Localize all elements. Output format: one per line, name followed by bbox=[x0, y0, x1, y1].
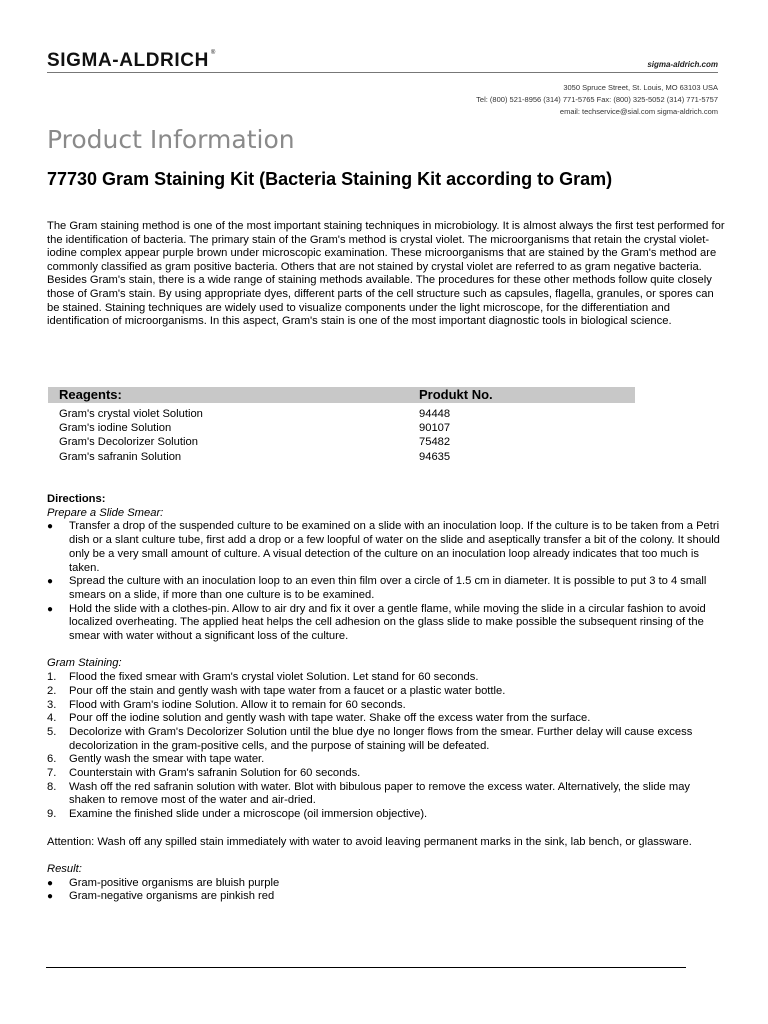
list-item-text: Spread the culture with an inoculation loop to an even thin film over a circle of 1.5 cm in diameter. It is possible to put 3 to 4 small smears on a slide, if more than one culture is to be examined. bbox=[69, 575, 707, 601]
smear-subheading: Prepare a Slide Smear: bbox=[47, 506, 164, 519]
step-number: 6. bbox=[47, 753, 57, 766]
reagent-name: Gram's iodine Solution bbox=[59, 422, 172, 434]
list-item bbox=[47, 671, 727, 685]
list-item-text: Gram-positive organisms are bluish purple bbox=[69, 876, 280, 889]
step-number: 3. bbox=[47, 698, 57, 711]
reagents-table-header bbox=[48, 387, 635, 403]
product-no-column-header: Produkt No. bbox=[419, 387, 493, 402]
list-item bbox=[47, 726, 727, 753]
step-number: 7. bbox=[47, 767, 57, 780]
result-list bbox=[47, 877, 727, 904]
reagent-product-no: 94448 bbox=[419, 408, 451, 420]
reagent-name: Gram's Decolorizer Solution bbox=[59, 436, 198, 448]
document-title: 77730 Gram Staining Kit (Bacteria Staining Kit according to Gram) bbox=[47, 169, 613, 189]
reagent-product-no: 90107 bbox=[419, 422, 451, 434]
table-row bbox=[59, 408, 619, 422]
bullet-icon: ● bbox=[47, 891, 54, 903]
bullet-icon: ● bbox=[47, 521, 54, 533]
header-divider bbox=[47, 72, 718, 73]
step-text: Pour off the stain and gently wash with tape water from a faucet or a plastic water bottle. bbox=[69, 684, 506, 697]
footer-divider bbox=[46, 967, 686, 968]
bullet-icon: ● bbox=[47, 877, 54, 889]
phone-line: Tel: (800) 521-8956 (314) 771-5765 Fax: (800) 325-5052 (314) 771-5757 bbox=[476, 95, 718, 104]
smear-list bbox=[47, 520, 727, 643]
list-item-text: Hold the slide with a clothes-pin. Allow to air dry and fix it over a gentle flame, while moving the slide in a circular fashion to avoid localized overheating. The applied heat helps the cell adhesion on the glass slide to make possible the subsequent rinsing of the smear with water without a significant loss of the culture. bbox=[69, 602, 706, 643]
list-item-text: Gram-negative organisms are pinkish red bbox=[69, 890, 275, 903]
step-text: Wash off the red safranin solution with water. Blot with bibulous paper to remove the excess water. Alternatively, the slide may shaken to remove most of the water and air-dried. bbox=[69, 780, 691, 807]
step-number: 1. bbox=[47, 671, 57, 684]
site-url[interactable]: sigma-aldrich.com bbox=[647, 60, 718, 69]
reagent-product-no: 94635 bbox=[419, 451, 451, 463]
table-row bbox=[59, 422, 619, 436]
table-row bbox=[59, 451, 619, 465]
address-block bbox=[476, 82, 718, 118]
reagents-column-header: Reagents: bbox=[59, 387, 122, 402]
step-text: Flood the fixed smear with Gram's crystal violet Solution. Let stand for 60 seconds. bbox=[69, 671, 479, 684]
staining-subheading: Gram Staining: bbox=[47, 657, 122, 670]
list-item bbox=[47, 890, 727, 904]
sigma-aldrich-logo bbox=[47, 50, 216, 72]
list-item bbox=[47, 753, 727, 767]
result-subheading: Result: bbox=[47, 862, 82, 875]
list-item bbox=[47, 603, 727, 644]
step-number: 5. bbox=[47, 725, 57, 738]
step-number: 4. bbox=[47, 712, 57, 725]
list-item bbox=[47, 699, 727, 713]
list-item bbox=[47, 767, 727, 781]
directions-heading: Directions: bbox=[47, 493, 106, 505]
list-item bbox=[47, 520, 727, 575]
step-text: Pour off the iodine solution and gently wash with tape water. Shake off the excess water from the surface. bbox=[69, 712, 591, 725]
list-item bbox=[47, 781, 727, 808]
logo-text: SIGMA-ALDRICH bbox=[47, 50, 209, 71]
email-line: email: techservice@sial.com sigma-aldrich.com bbox=[559, 107, 718, 116]
table-row bbox=[59, 436, 619, 450]
step-number: 8. bbox=[47, 780, 57, 793]
step-text: Counterstain with Gram's safranin Solution for 60 seconds. bbox=[69, 767, 361, 780]
intro-paragraph: The Gram staining method is one of the most important staining techniques in microbiology. It is almost always the first test performed for the identification of bacteria. The primary stain of the Gram's method is crystal violet. The microorganisms that retain the crystal violet-iodine complex appear purple brown under microscopic examination. These microorganisms that are stained by the Gram's method are commonly classified as gram positive bacteria. Others that are not stained by crystal violet are referred to as gram negative bacteria. Besides Gram's stain, there is a wide range of staining methods available. The procedures for these other methods follow quite closely those of Gram's stain. By using appropriate dyes, different parts of the cell structure such as capsules, flagella, granules, or spores can be stained. Staining techniques are widely used to visualize components under the light microscope, for the differentiation and identification of microorganisms. In this aspect, Gram's stain is one of the most important diagnostic tools in biological science. bbox=[47, 220, 725, 328]
reagent-product-no: 75482 bbox=[419, 436, 451, 448]
step-text: Decolorize with Gram's Decolorizer Solution until the blue dye no longer flows from the smear. Further delay will cause excess decolorization in the gram-positive cells, and the purpose of staining will be defeated. bbox=[69, 725, 693, 752]
staining-steps bbox=[47, 671, 727, 822]
step-text: Gently wash the smear with tape water. bbox=[69, 753, 265, 766]
list-item bbox=[47, 575, 727, 602]
directions-section bbox=[47, 493, 727, 904]
product-information-heading: Product Information bbox=[47, 125, 295, 154]
reagent-name: Gram's safranin Solution bbox=[59, 451, 182, 463]
step-number: 2. bbox=[47, 684, 57, 697]
reagent-name: Gram's crystal violet Solution bbox=[59, 408, 203, 420]
list-item bbox=[47, 712, 727, 726]
step-text: Examine the finished slide under a microscope (oil immersion objective). bbox=[69, 808, 428, 821]
list-item bbox=[47, 877, 727, 891]
list-item-text: Transfer a drop of the suspended culture to be examined on a slide with an inoculation loop. If the culture is to be taken from a Petri dish or a slant culture tube, first add a drop or a few loopful of water on the slide and aseptically transfer a bit of the colony. It should only be a very small amount of culture. A visual detection of the culture on an inoculation loop already indicates that too much is taken. bbox=[69, 520, 720, 574]
address-line: 3050 Spruce Street, St. Louis, MO 63103 USA bbox=[563, 83, 718, 92]
bullet-icon: ● bbox=[47, 603, 54, 615]
bullet-icon: ● bbox=[47, 576, 54, 588]
registered-mark: ® bbox=[210, 50, 216, 56]
step-number: 9. bbox=[47, 808, 57, 821]
step-text: Flood with Gram's iodine Solution. Allow it to remain for 60 seconds. bbox=[69, 698, 406, 711]
list-item bbox=[47, 808, 727, 822]
list-item bbox=[47, 685, 727, 699]
attention-note: Attention: Wash off any spilled stain immediately with water to avoid leaving permanent marks in the sink, lab bench, or glassware. bbox=[47, 835, 692, 848]
